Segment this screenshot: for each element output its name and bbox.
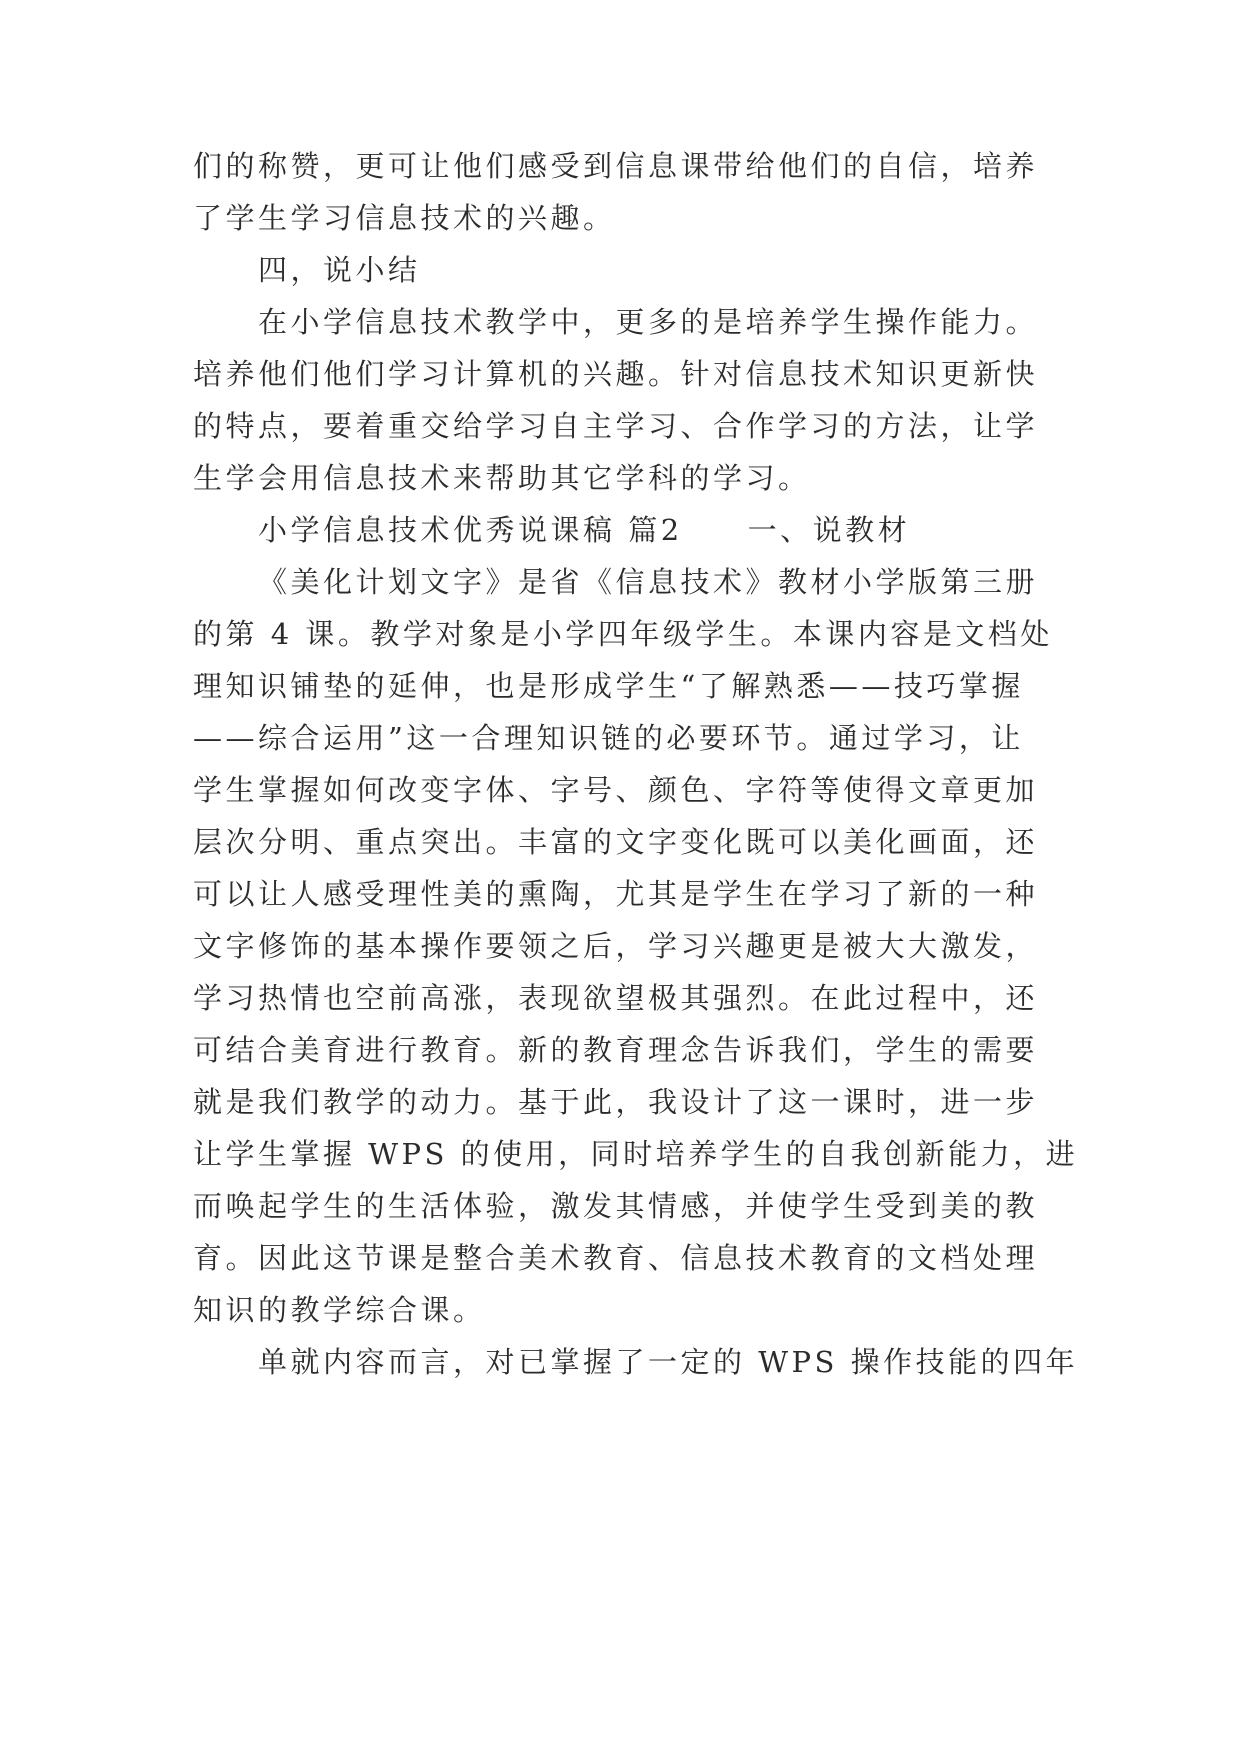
paragraph-line: 《美化计划文字》是省《信息技术》教材小学版第三册 [258,565,1039,599]
paragraph-line: 理知识铺垫的延伸，也是形成学生“了解熟悉——技巧掌握 [193,669,1024,703]
paragraph-line: 可结合美育进行教育。新的教育理念告诉我们，学生的需要 [193,1033,1039,1067]
paragraph-line: ——综合运用”这一合理知识链的必要环节。通过学习，让 [193,721,1024,755]
paragraph-line: 让学生掌握 WPS 的使用，同时培养学生的自我创新能力，进 [193,1137,1079,1171]
paragraph-line: 们的称赞，更可让他们感受到信息课带给他们的自信，培养 [193,149,1039,183]
paragraph-line: 学生掌握如何改变字体、字号、颜色、字符等使得文章更加 [193,773,1039,807]
paragraph-line: 培养他们他们学习计算机的兴趣。针对信息技术知识更新快 [193,357,1039,391]
paragraph-line: 在小学信息技术教学中，更多的是培养学生操作能力。 [258,305,1039,339]
paragraph-line: 可以让人感受理性美的熏陶，尤其是学生在学习了新的一种 [193,877,1039,911]
paragraph-line: 学习热情也空前高涨，表现欲望极其强烈。在此过程中，还 [193,981,1039,1015]
paragraph-line: 而唤起学生的生活体验，激发其情感，并使学生受到美的教 [193,1189,1039,1223]
paragraph-line: 层次分明、重点突出。丰富的文字变化既可以美化画面，还 [193,825,1039,859]
paragraph-line: 就是我们教学的动力。基于此，我设计了这一课时，进一步 [193,1085,1039,1119]
paragraph-line: 生学会用信息技术来帮助其它学科的学习。 [193,461,811,495]
section-heading: 四，说小结 [258,253,421,287]
paragraph-line: 的特点，要着重交给学习自主学习、合作学习的方法，让学 [193,409,1039,443]
paragraph-line: 单就内容而言，对已掌握了一定的 WPS 操作技能的四年 [258,1345,1079,1379]
paragraph-line: 文字修饰的基本操作要领之后，学习兴趣更是被大大激发， [193,929,1039,963]
paragraph-line: 育。因此这节课是整合美术教育、信息技术教育的文档处理 [193,1241,1039,1275]
paragraph-line: 知识的教学综合课。 [193,1293,486,1327]
paragraph-line: 了学生学习信息技术的兴趣。 [193,201,616,235]
section-heading: 小学信息技术优秀说课稿 篇2 一、说教材 [258,513,911,547]
paragraph-line: 的第 4 课。教学对象是小学四年级学生。本课内容是文档处 [193,617,1053,651]
